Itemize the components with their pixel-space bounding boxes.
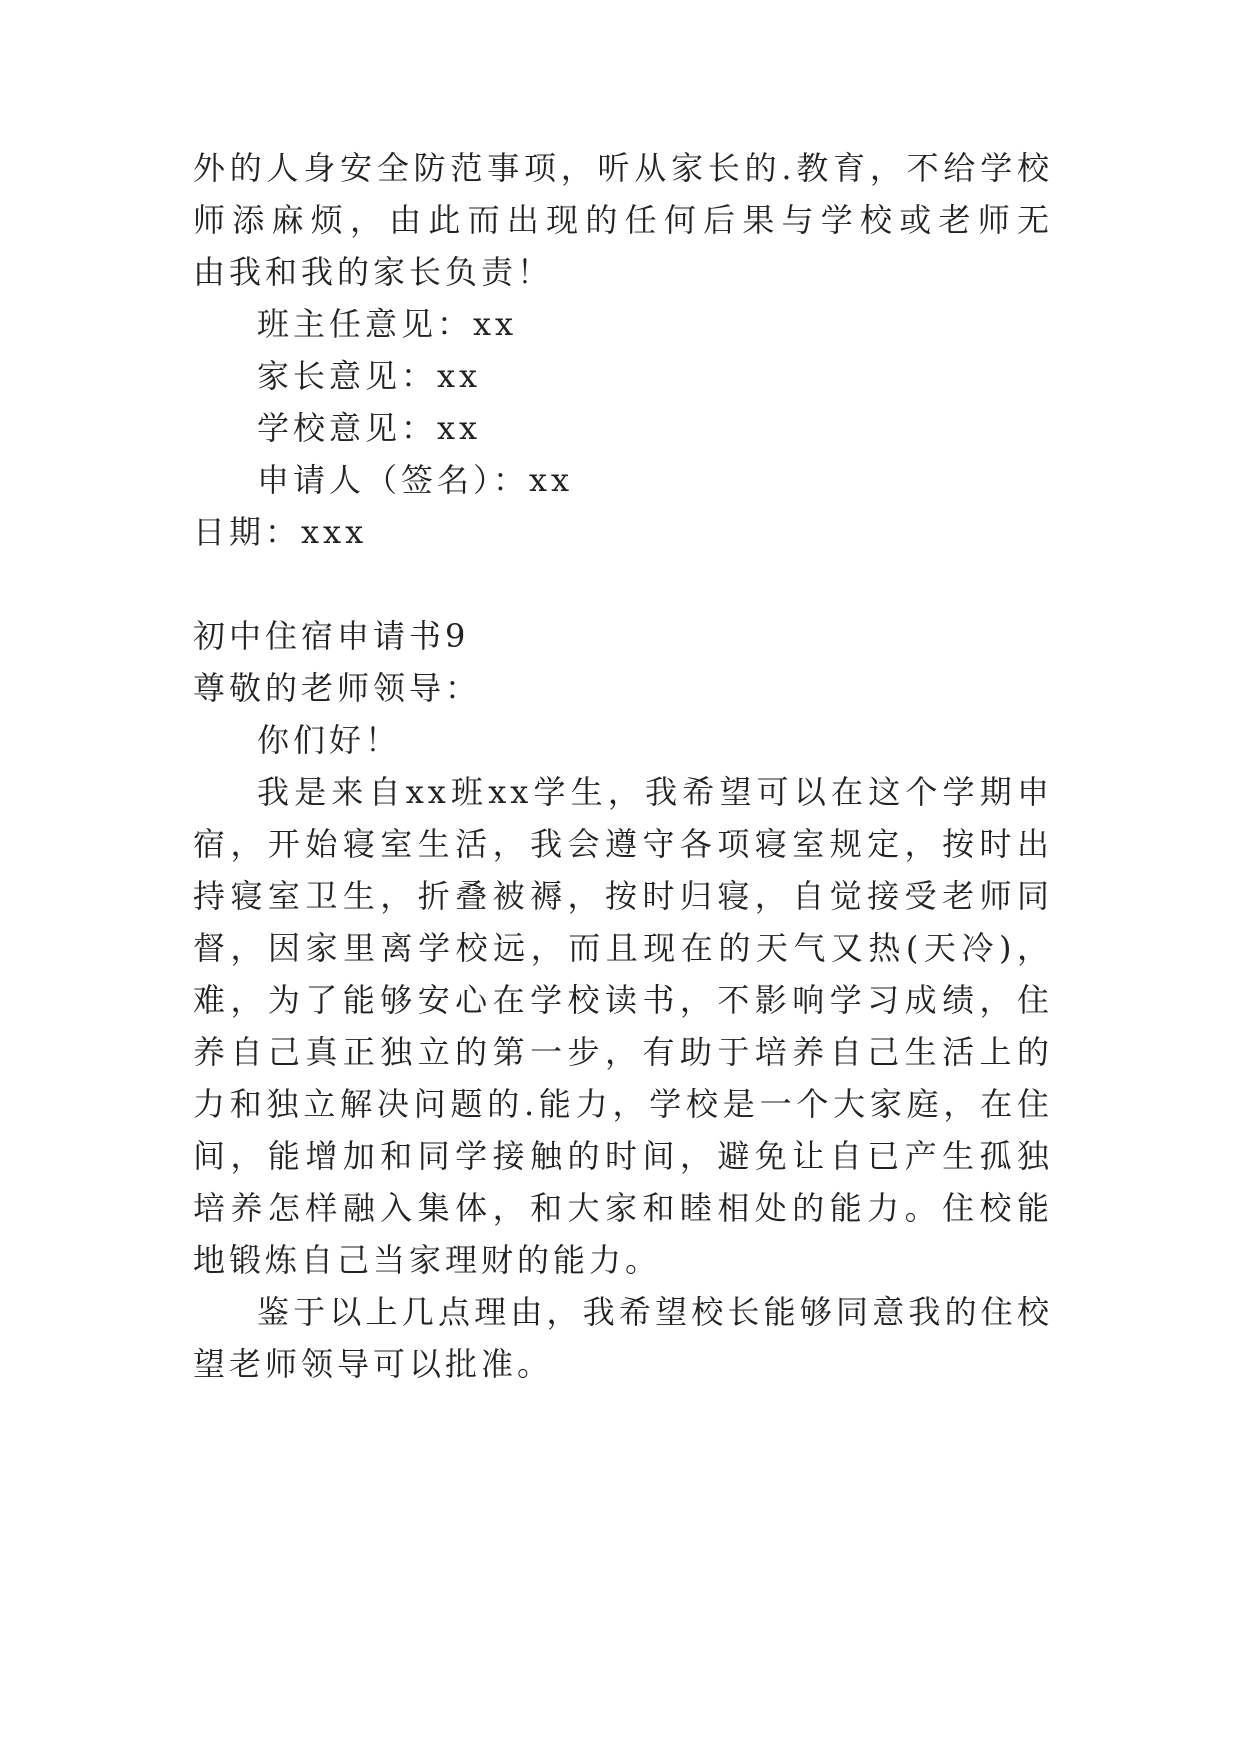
paragraph-line: 外的人身安全防范事项，听从家长的.教育，不给学校 <box>193 149 1053 187</box>
school-opinion: 学校意见：xx <box>257 409 482 447</box>
body-line: 督，因家里离学校远，而且现在的天气又热(天冷)， <box>193 929 1053 967</box>
parent-opinion: 家长意见：xx <box>257 357 482 395</box>
body-line: 力和独立解决问题的.能力，学校是一个大家庭，在住 <box>193 1085 1053 1123</box>
body-line: 培养怎样融入集体，和大家和睦相处的能力。住校能 <box>193 1189 1053 1227</box>
body-line: 我是来自xx班xx学生，我希望可以在这个学期申 <box>257 773 1053 811</box>
body-line: 地锻炼自己当家理财的能力。 <box>193 1241 662 1279</box>
body-line: 鉴于以上几点理由，我希望校长能够同意我的住校 <box>257 1293 1053 1331</box>
section-title: 初中住宿申请书9 <box>193 617 470 655</box>
salutation: 尊敬的老师领导： <box>193 669 482 707</box>
body-line: 望老师领导可以批准。 <box>193 1345 554 1383</box>
head-teacher-opinion: 班主任意见：xx <box>257 305 518 343</box>
applicant-signature: 申请人（签名）：xx <box>257 461 574 499</box>
body-line: 间，能增加和同学接触的时间，避免让自已产生孤独 <box>193 1137 1053 1175</box>
body-line: 宿，开始寝室生活，我会遵守各项寝室规定，按时出 <box>193 825 1053 863</box>
body-line: 养自己真正独立的第一步，有助于培养自己生活上的 <box>193 1033 1053 1071</box>
paragraph-line: 由我和我的家长负责！ <box>193 253 554 291</box>
body-line: 难，为了能够安心在学校读书，不影响学习成绩，住 <box>193 981 1053 1019</box>
body-line: 持寝室卫生，折叠被褥，按时归寝，自觉接受老师同 <box>193 877 1053 915</box>
paragraph-line: 师添麻烦，由此而出现的任何后果与学校或老师无 <box>193 201 1053 239</box>
date-line: 日期：xxx <box>193 513 368 551</box>
greeting: 你们好！ <box>257 721 402 759</box>
